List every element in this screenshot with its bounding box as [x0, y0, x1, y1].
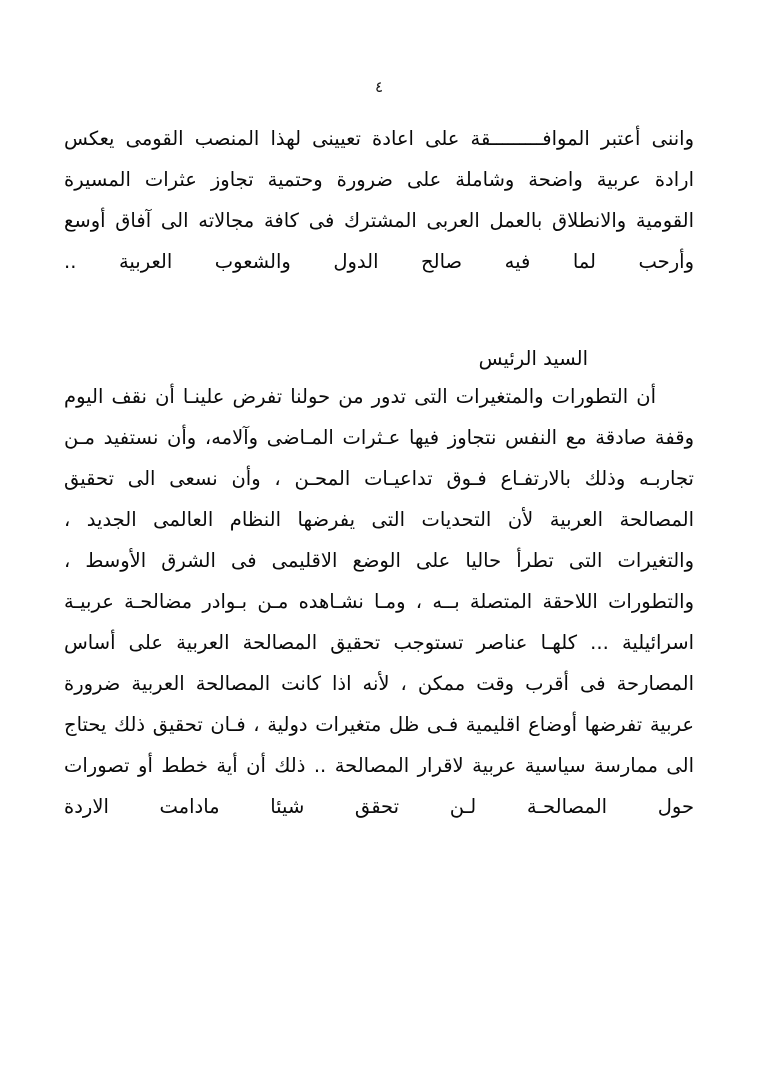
document-body	[64, 118, 694, 827]
salutation-line: السيد الرئيس	[478, 347, 588, 370]
paragraph-spacer	[64, 282, 694, 342]
paragraph-main: أن التطورات والمتغيرات التى تدور من حولنا تفرض علينـا أن نقف اليوم وقفة صادقة مع النفس نتجاوز فيها عـثرات المـاضى وآلامه، وأن نستفيد مـن تجاربـه وذلك بالارتفـاع فـوق تداعيـات المحـن ، وأن نسعى الى تحقيق المصالحة العربية لأن التحديات التى يفرضها النظام العالمى الجديد ، والتغيرات التى تطرأ حاليا على الوضع الاقليمى فى الشرق الأوسط ، والتطورات اللاحقة المتصلة بــه ، ومـا نشـاهده مـن بـوادر مضالحـة عربيـة اسرائيلية ... كلهـا عناصر تستوجب تحقيق المصالحة العربية على أساس المصارحة فى أقرب وقت ممكن ، لأنه اذا كانت المصالحة العربية ضرورة عربية تفرضها أوضاع اقليمية فـى ظل متغيرات دولية ، فـان تحقيق ذلك يحتاج الى ممارسة سياسية عربية لاقرار المصالحة .. ذلك أن أية خطط أو تصورات حول المصالحـة لـن تحقق شيئا مادامت الاردة	[64, 385, 694, 818]
page-number: ٤	[374, 78, 384, 96]
paragraph-opening: واننى أعتبر الموافـــــــــقة على اعادة تعيينى لهذا المنصب القومى يعكس ارادة عربية واضحة وشاملة على ضرورة وحتمية تجاوز عثرات المسيرة القومية والانطلاق بالعمل العربى المشترك فى كافة مجالاته الى آفاق أوسع وأرحب لما فيه صالح الدول والشعوب العربية ..	[64, 127, 694, 273]
